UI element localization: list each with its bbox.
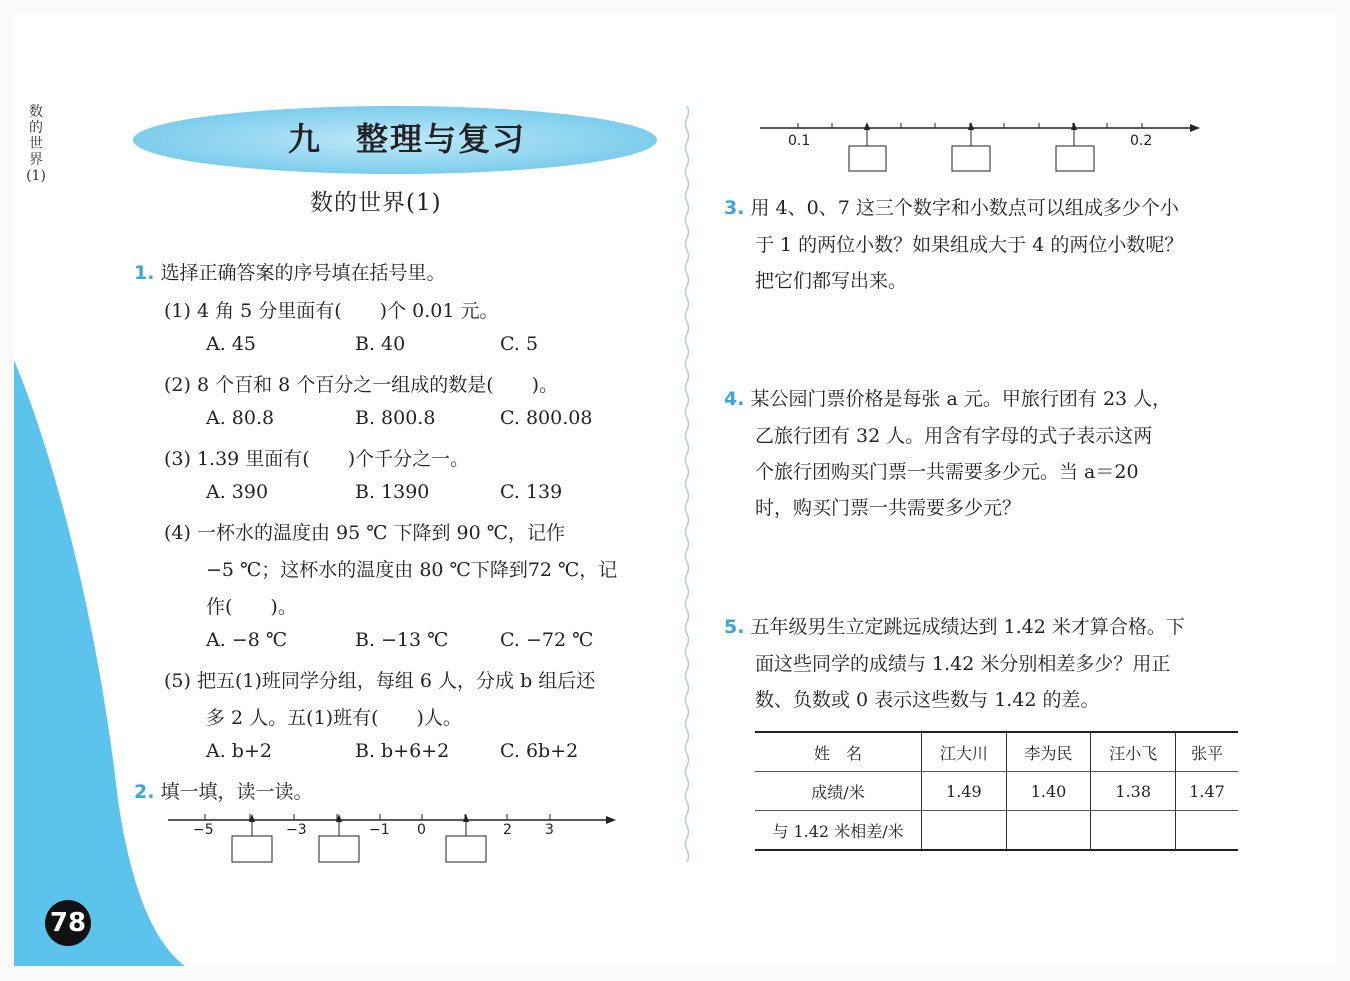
table-cell: 与 1.42 米相差/米 [772,821,904,841]
tick-label: 3 [545,822,554,838]
tick-label: 0 [417,822,426,838]
table-cell: 1.38 [1091,772,1176,811]
tick-label-left: 0.1 [788,133,811,149]
table-header-row [755,732,1238,772]
answer-cell[interactable] [1091,811,1176,851]
table-header-cell: 汪小飞 [1091,732,1176,772]
table-cell: 1.49 [922,772,1007,811]
q1-opt-a: A. −8 ℃ [206,629,288,651]
table-row [755,772,1238,811]
q1-opt-b: B. −13 ℃ [355,629,449,651]
q1-item-4-line-1: (4) 一杯水的温度由 95 ℃ 下降到 90 ℃，记作 [164,522,566,544]
question-2-stem: 2. 填一填，读一读。 [134,781,313,803]
question-3-line-1: 3. 用 4、0、7 这三个数字和小数点可以组成多少个小 [724,197,1179,219]
q1-opt-c: C. 6b+2 [500,740,579,762]
number-line-integers [160,808,620,868]
page-number: 78 [45,900,91,946]
score-table [755,731,1238,851]
question-4-line-1: 4. 某公园门票价格是每张 a 元。甲旅行团有 23 人， [724,388,1172,410]
tick-label: 2 [503,822,512,838]
q1-opt-b: B. 1390 [355,481,430,503]
q1-item-4-line-3: 作( )。 [206,596,297,618]
question-3-line-3: 把它们都写出来。 [755,270,908,292]
q1-opt-a: A. 45 [206,333,256,355]
table-cell: 成绩/米 [811,782,865,802]
question-3-line-2: 于 1 的两位小数？如果组成大于 4 的两位小数呢？ [755,234,1184,256]
question-4-line-3: 个旅行团购买门票一共需要多少元。当 a＝20 [755,461,1139,483]
question-5-line-2: 面这些同学的成绩与 1.42 米分别相差多少？用正 [755,653,1171,675]
q1-opt-c: C. −72 ℃ [500,629,594,651]
q1-opt-a: A. 390 [206,481,269,503]
section-title: 数的世界(1) [310,190,442,216]
q1-opt-c: C. 800.08 [500,407,593,429]
q1-item-1: (1) 4 角 5 分里面有( )个 0.01 元。 [164,300,499,322]
table-header-cell: 张平 [1176,732,1238,772]
q1-opt-a: A. b+2 [206,740,272,762]
q1-item-4-line-2: −5 ℃；这杯水的温度由 80 ℃下降到72 ℃，记 [206,559,618,581]
q1-opt-b: B. b+6+2 [355,740,450,762]
answer-cell[interactable] [1176,811,1238,851]
question-5-line-3: 数、负数或 0 表示这些数与 1.42 的差。 [755,689,1100,711]
question-4-line-2: 乙旅行团有 32 人。用含有字母的式子表示这两 [755,425,1153,447]
table-header-cell: 姓 名 [813,743,862,763]
tick-label: −3 [286,822,307,838]
table-cell: 1.47 [1176,772,1238,811]
q1-opt-b: B. 800.8 [355,407,436,429]
answer-cell[interactable] [922,811,1007,851]
q1-item-2: (2) 8 个百和 8 个百分之一组成的数是( )。 [164,374,559,396]
page-divider [684,106,690,866]
table-row [755,811,1238,851]
question-4-line-4: 时，购买门票一共需要多少元？ [755,497,1022,519]
tick-label-right: 0.2 [1130,133,1153,149]
question-1-stem: 1. 选择正确答案的序号填在括号里。 [134,262,446,284]
q1-item-3: (3) 1.39 里面有( )个千分之一。 [164,448,470,470]
table-header-cell: 江大川 [922,732,1007,772]
chapter-title: 九 整理与复习 [288,120,527,158]
q1-opt-b: B. 40 [355,333,406,355]
table-header-cell: 李为民 [1006,732,1091,772]
side-label: 数的世界(1) [26,104,46,184]
tick-label: −5 [193,822,214,838]
q1-item-5-line-1: (5) 把五(1)班同学分组，每组 6 人，分成 b 组后还 [164,670,596,692]
q1-opt-c: C. 139 [500,481,563,503]
question-5-line-1: 5. 五年级男生立定跳远成绩达到 1.42 米才算合格。下 [724,616,1185,638]
table-cell: 1.40 [1006,772,1091,811]
tick-label: −1 [369,822,390,838]
q1-opt-c: C. 5 [500,333,539,355]
answer-cell[interactable] [1006,811,1091,851]
q1-opt-a: A. 80.8 [206,407,275,429]
q1-item-5-line-2: 多 2 人。五(1)班有( )人。 [206,707,462,729]
